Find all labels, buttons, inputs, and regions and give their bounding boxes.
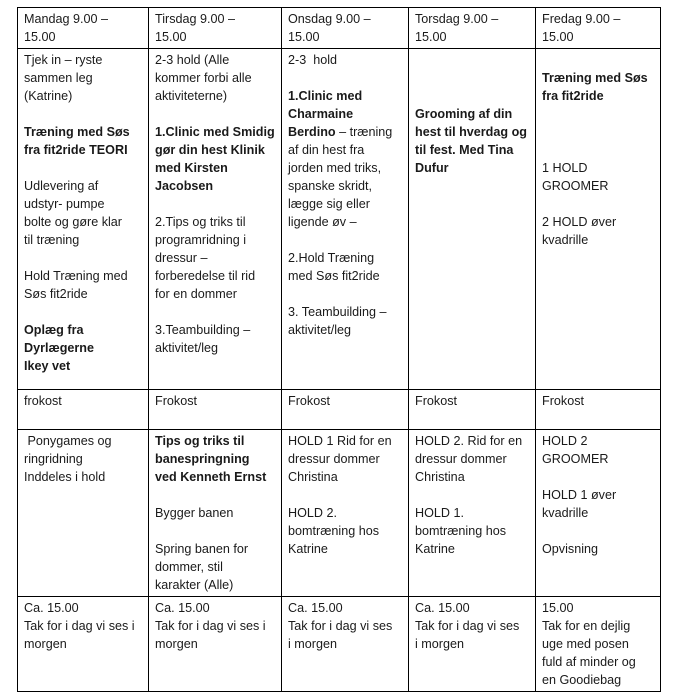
lunch-cell-thursday: Frokost bbox=[409, 390, 536, 430]
paragraph-gap bbox=[24, 159, 142, 177]
paragraph-gap bbox=[155, 105, 275, 123]
schedule-entry: 3.Teambuilding – aktivitet/leg bbox=[155, 323, 251, 355]
schedule-entry: HOLD 2. Rid for en dressur dommer Christina bbox=[415, 434, 523, 484]
schedule-entry: Bygger banen bbox=[155, 506, 234, 520]
paragraph-gap bbox=[155, 486, 275, 504]
paragraph-gap bbox=[24, 303, 142, 321]
schedule-entry: Grooming af din hest til hverdag og til fest. Med Tina Dufur bbox=[415, 107, 527, 175]
paragraph-gap bbox=[542, 123, 654, 141]
paragraph-gap bbox=[542, 468, 654, 486]
schedule-entry: HOLD 1 Rid for en dressur dommer Christina bbox=[288, 434, 392, 484]
schedule-entry: 1 HOLD GROOMER bbox=[542, 161, 609, 193]
lunch-cell-wednesday: Frokost bbox=[282, 390, 409, 430]
lunch-cell-tuesday: Frokost bbox=[149, 390, 282, 430]
schedule-entry-highlight: 1.Clinic med Charmaine Berdino bbox=[288, 89, 363, 139]
paragraph-gap bbox=[24, 249, 142, 267]
paragraph-gap bbox=[155, 303, 275, 321]
weekly-schedule-table bbox=[17, 7, 661, 692]
paragraph-gap bbox=[542, 105, 654, 123]
paragraph-gap bbox=[288, 285, 402, 303]
schedule-entry: Ponygames og ringridning Inddeles i hold bbox=[24, 434, 112, 484]
schedule-entry: HOLD 2. bomtræning hos Katrine bbox=[288, 506, 380, 556]
paragraph-gap bbox=[288, 231, 402, 249]
morning-cell-friday bbox=[536, 49, 661, 390]
afternoon-row bbox=[18, 430, 661, 597]
afternoon-cell-thursday bbox=[409, 430, 536, 597]
paragraph-gap bbox=[155, 195, 275, 213]
schedule-entry: Tips og triks til banespringning ved Kenneth Ernst bbox=[155, 434, 267, 484]
schedule-entry: Tjek in – ryste sammen leg (Katrine) bbox=[24, 53, 103, 103]
closing-cell-thursday: Ca. 15.00 Tak for i dag vi ses i morgen bbox=[409, 597, 536, 692]
schedule-entry: Opvisning bbox=[542, 542, 599, 556]
schedule-entry: 2 HOLD øver kvadrille bbox=[542, 215, 617, 247]
closing-row bbox=[18, 597, 661, 692]
schedule-entry: Oplæg fra Dyrlægerne Ikey vet bbox=[24, 323, 94, 373]
paragraph-gap bbox=[415, 486, 529, 504]
schedule-entry: Udlevering af udstyr- pumpe bolte og gøre klar til træning bbox=[24, 179, 123, 247]
day-header-wednesday: Onsdag 9.00 – 15.00 bbox=[282, 8, 409, 49]
schedule-entry: 3. Teambuilding – aktivitet/leg bbox=[288, 305, 387, 337]
schedule-entry: 2.Tips og triks til programridning i dressur – forberedelse til rid for en dommer bbox=[155, 215, 256, 301]
paragraph-gap bbox=[542, 195, 654, 213]
schedule-entry: 1.Clinic med Smidig gør din hest Klinik med Kirsten Jacobsen bbox=[155, 125, 275, 193]
schedule-entry: Hold Træning med Søs fit2ride bbox=[24, 269, 128, 301]
paragraph-gap bbox=[415, 87, 529, 105]
schedule-entry: 2-3 hold (Alle kommer forbi alle aktiviteterne) bbox=[155, 53, 252, 103]
schedule-entry: Træning med Søs fra fit2ride TEORI bbox=[24, 125, 130, 157]
afternoon-cell-monday bbox=[18, 430, 149, 597]
paragraph-gap bbox=[415, 51, 529, 69]
header-row bbox=[18, 8, 661, 49]
morning-cell-thursday bbox=[409, 49, 536, 390]
paragraph-gap bbox=[288, 486, 402, 504]
schedule-entry bbox=[288, 87, 402, 231]
lunch-cell-friday: Frokost bbox=[536, 390, 661, 430]
schedule-entry-detail: – træning af din hest fra jorden med triks, spanske skridt, lægge sig eller ligende øv – bbox=[288, 125, 393, 229]
afternoon-cell-tuesday bbox=[149, 430, 282, 597]
day-header-monday: Mandag 9.00 – 15.00 bbox=[18, 8, 149, 49]
morning-row bbox=[18, 49, 661, 390]
paragraph-gap bbox=[542, 522, 654, 540]
schedule-entry: 2-3 hold bbox=[288, 53, 338, 67]
closing-cell-tuesday: Ca. 15.00 Tak for i dag vi ses i morgen bbox=[149, 597, 282, 692]
closing-cell-monday: Ca. 15.00 Tak for i dag vi ses i morgen bbox=[18, 597, 149, 692]
closing-cell-friday: 15.00 Tak for en dejlig uge med posen fuld af minder og en Goodiebag bbox=[536, 597, 661, 692]
afternoon-cell-friday bbox=[536, 430, 661, 597]
closing-cell-wednesday: Ca. 15.00 Tak for i dag vi ses i morgen bbox=[282, 597, 409, 692]
morning-cell-wednesday bbox=[282, 49, 409, 390]
paragraph-gap bbox=[155, 522, 275, 540]
day-header-friday: Fredag 9.00 – 15.00 bbox=[536, 8, 661, 49]
morning-cell-monday bbox=[18, 49, 149, 390]
afternoon-cell-wednesday bbox=[282, 430, 409, 597]
paragraph-gap bbox=[415, 69, 529, 87]
paragraph-gap bbox=[24, 105, 142, 123]
morning-cell-tuesday bbox=[149, 49, 282, 390]
schedule-entry: 2.Hold Træning med Søs fit2ride bbox=[288, 251, 380, 283]
schedule-entry: HOLD 2 GROOMER bbox=[542, 434, 609, 466]
lunch-cell-monday: frokost bbox=[18, 390, 149, 430]
lunch-row bbox=[18, 390, 661, 430]
schedule-entry: Spring banen for dommer, stil karakter (Alle) bbox=[155, 542, 249, 592]
schedule-entry: HOLD 1 øver kvadrille bbox=[542, 488, 617, 520]
schedule-entry: HOLD 1. bomtræning hos Katrine bbox=[415, 506, 507, 556]
paragraph-gap bbox=[542, 141, 654, 159]
paragraph-gap bbox=[288, 69, 402, 87]
day-header-thursday: Torsdag 9.00 – 15.00 bbox=[409, 8, 536, 49]
day-header-tuesday: Tirsdag 9.00 – 15.00 bbox=[149, 8, 282, 49]
paragraph-gap bbox=[542, 51, 654, 69]
schedule-entry: Træning med Søs fra fit2ride bbox=[542, 71, 648, 103]
